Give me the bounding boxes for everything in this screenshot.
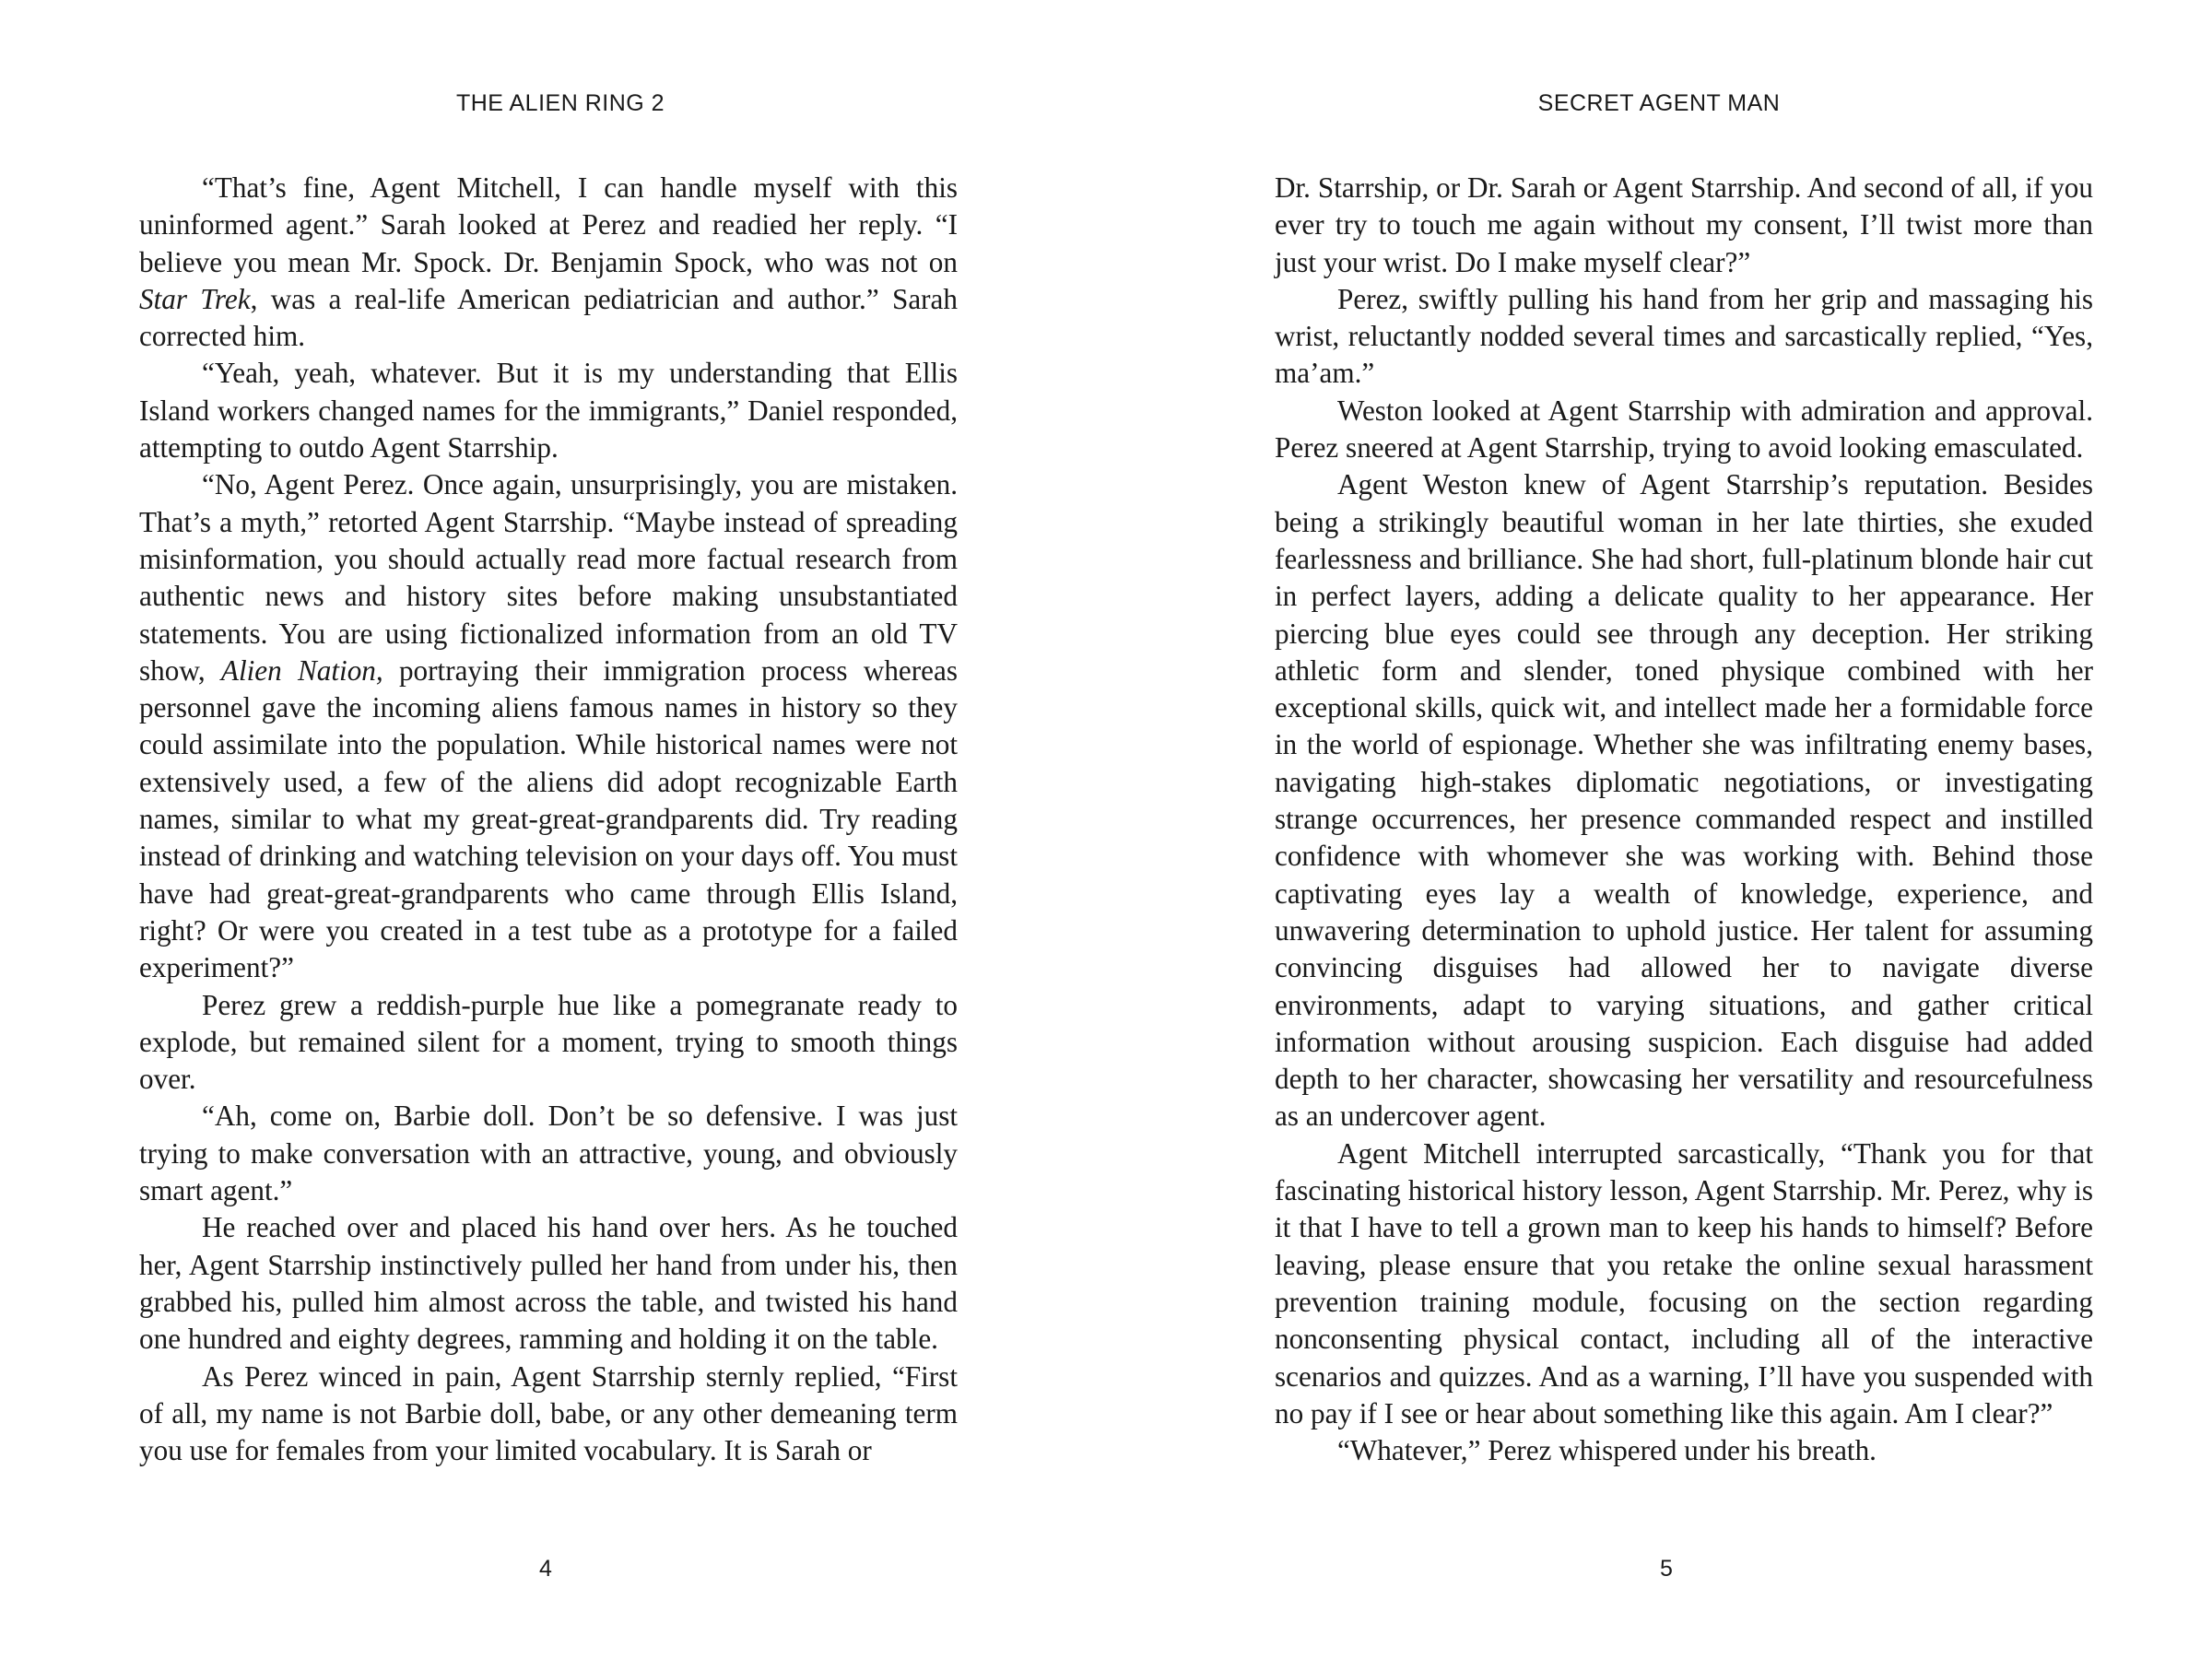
paragraph: “Yeah, yeah, whatever. But it is my understanding that Ellis Island workers changed names for the immigrants,” Daniel responded, attempting to outdo Agent Starrship. bbox=[139, 357, 958, 465]
paragraph: Perez grew a reddish-purple hue like a pomegranate ready to explode, but remained silent for a moment, trying to smooth things over. bbox=[139, 988, 958, 1096]
running-head-right: SECRET AGENT MAN bbox=[1537, 90, 1781, 116]
paragraph: Agent Weston knew of Agent Starrship’s reputation. Besides being a strikingly beautiful woman in her late thirties, she exuded fearlessness and brilliance. She had short, full-platinum blonde hair cut in perfect layers, adding a delicate quality to her appearance. Her piercing blue eyes could see through any deception. Her striking athletic form and slender, toned physique combined with her exceptional skills, quick wit, and intellect made her a formidable force in the world of espionage. Whether she was infiltrating enemy bases, navigating high-stakes diplomatic negotiations, or investigating strange occurrences, her presence commanded respect and instilled confidence with whomever she was working with. Behind those captivating eyes lay a wealth of knowledge, experience, and unwavering determination to uphold justice. Her talent for assuming convincing disguises had allowed her to navigate diverse environments, adapt to varying situations, and gather critical information without arousing suspicion. Each disguise had added depth to her character, showcasing her versatility and resourcefulness as an undercover agent. bbox=[1275, 468, 2093, 1133]
text-segment: portraying their immigration process whereas personnel gave the incoming aliens famous names in history so they could assimilate into the population. While historical names were not extensively used, a few of the aliens did adopt recognizable Earth names, similar to what my great-great-grandparents did. Try reading instead of drinking and watching television on your days off. You must have had great-great-grandparents who came through Ellis Island, right? Or were you created in a test tube as a prototype for a failed experiment?” bbox=[139, 653, 958, 984]
paragraph: “Whatever,” Perez whispered under his breath. bbox=[1337, 1434, 1877, 1467]
paragraph: As Perez winced in pain, Agent Starrship sternly replied, “First of all, my name is not Barbie doll, babe, or any other demeaning term you use for females from your limited vocabulary. It is Sarah or bbox=[139, 1359, 958, 1467]
paragraph: Agent Mitchell interrupted sarcastically, “Thank you for that fascinating historical history lesson, Agent Starrship. Mr. Perez, why is it that I have to tell a grown man to keep his hands to himself? Before leaving, please ensure that you retake the online sexual harassment prevention training module, focusing on the section regarding nonconsenting physical contact, including all of the interactive scenarios and quizzes. And as a warning, I’ll have you suspended with no pay if I see or hear about something like this again. Am I clear?” bbox=[1275, 1136, 2093, 1430]
paragraph: “Ah, come on, Barbie doll. Don’t be so defensive. I was just trying to make conversation with an attractive, young, and obviously smart agent.” bbox=[139, 1100, 958, 1207]
paragraph bbox=[139, 466, 958, 986]
text-segment: “No, Agent Perez. Once again, unsurprisingly, you are mistaken. That’s a myth,” retorted Agent Starrship. “Maybe instead of spreading misinformation, you should actually read more factual research from authentic news and history sites before making unsubstantiated statements. You are using fictionalized information from an old TV show, bbox=[139, 468, 958, 687]
right-page bbox=[1106, 0, 2212, 1659]
text-segment: , was a real-life American pediatrician and author.” Sarah corrected him. bbox=[139, 282, 958, 353]
italic-title: Star Trek bbox=[139, 282, 251, 315]
paragraph: Perez, swiftly pulling his hand from her grip and massaging his wrist, reluctantly nodded several times and sarcastically replied, “Yes, ma’am.” bbox=[1275, 282, 2093, 390]
paragraph: He reached over and placed his hand over hers. As he touched her, Agent Starrship instinctively pulled her hand from under his, then grabbed his, pulled him almost across the table, and twisted his hand one hundred and eighty degrees, ramming and holding it on the table. bbox=[139, 1211, 958, 1356]
paragraph bbox=[139, 170, 958, 355]
page-number-right: 5 bbox=[1660, 1556, 1673, 1582]
italic-title: Alien Nation, bbox=[220, 653, 383, 687]
right-page-body bbox=[1275, 170, 2093, 1469]
page-number-left: 4 bbox=[539, 1556, 552, 1582]
running-head-left: THE ALIEN RING 2 bbox=[455, 90, 665, 116]
text-segment: “That’s fine, Agent Mitchell, I can handle myself with this uninformed agent.” Sarah looked at Perez and readied her reply. “I believe you mean Mr. Spock. Dr. Benjamin Spock, who was not on bbox=[139, 171, 958, 278]
left-page-body bbox=[139, 170, 958, 1469]
paragraph: Weston looked at Agent Starrship with admiration and approval. Perez sneered at Agent Starrship, trying to avoid looking emasculated. bbox=[1275, 394, 2093, 465]
paragraph-continued: Dr. Starrship, or Dr. Sarah or Agent Starrship. And second of all, if you ever try to touch me again without my consent, I’ll twist more than just your wrist. Do I make myself clear?” bbox=[1275, 171, 2093, 278]
